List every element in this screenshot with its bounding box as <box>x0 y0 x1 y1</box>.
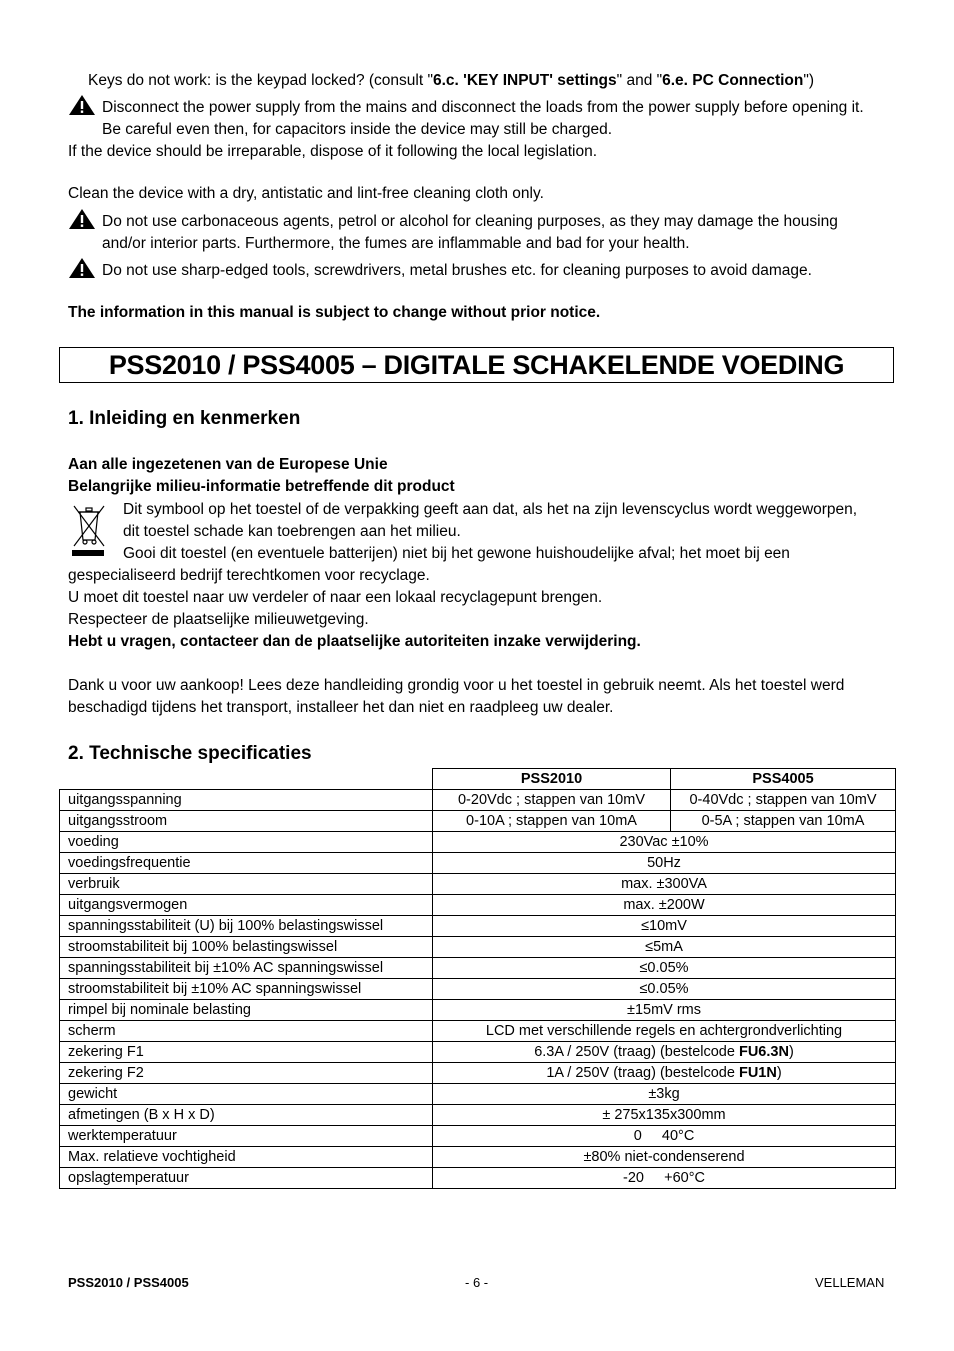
spec-value: -20 +60°C <box>433 1168 896 1189</box>
spec-label: zekering F1 <box>60 1042 433 1063</box>
spec-label: uitgangsspanning <box>60 790 433 811</box>
keys-suffix: ") <box>803 72 815 89</box>
spec-label: gewicht <box>60 1084 433 1105</box>
footer-brand: VELLEMAN <box>815 1275 885 1290</box>
spec-value: ≤0.05% <box>433 958 896 979</box>
spec-value: ±3kg <box>433 1084 896 1105</box>
table-row <box>60 1168 896 1189</box>
dank-line-1: Dank u voor uw aankoop! Lees deze handleiding grondig voor u het toestel in gebruik neemt. Als het toestel werd <box>68 677 845 694</box>
keys-mid: " and " <box>616 72 663 89</box>
table-row <box>60 874 896 895</box>
spec-value-close: ) <box>788 1044 794 1060</box>
respecteer-text: Respecteer de plaatselijke milieuwetgeving. <box>68 611 369 628</box>
keys-note <box>88 71 814 91</box>
footer-page-number: - 6 - <box>465 1275 489 1290</box>
table-row <box>60 1063 896 1084</box>
clean-text: Clean the device with a dry, antistatic and lint-free cleaning cloth only. <box>68 185 544 202</box>
spec-value: ± 275x135x300mm <box>433 1105 896 1126</box>
spec-value: 230Vac ±10% <box>433 832 896 853</box>
verdeler-text: U moet dit toestel naar uw verdeler of naar een lokaal recyclagepunt brengen. <box>68 589 603 606</box>
spec-table <box>59 768 896 1189</box>
spec-value: ≤10mV <box>433 916 896 937</box>
spec-label: opslagtemperatuur <box>60 1168 433 1189</box>
table-row <box>60 811 896 832</box>
spec-header-empty <box>60 769 433 790</box>
keys-prefix: Keys do not work: is the keypad locked? (consult " <box>88 72 433 89</box>
spec-value-pss4005: 0-5A ; stappen van 10mA <box>671 811 896 832</box>
spec-value-close: ) <box>776 1065 782 1081</box>
spec-label: voedingsfrequentie <box>60 853 433 874</box>
section-1-heading: 1. Inleiding en kenmerken <box>68 408 301 429</box>
no-carbon-line-2: and/or interior parts. Furthermore, the fumes are inflammable and bad for your health. <box>102 235 690 252</box>
page-title: PSS2010 / PSS4005 – DIGITALE SCHAKELENDE VOEDING <box>59 347 894 383</box>
no-sharp-text: Do not use sharp-edged tools, screwdrivers, metal brushes etc. for cleaning purposes to avoid damage. <box>102 262 812 279</box>
spec-label: uitgangsstroom <box>60 811 433 832</box>
irreparable-text: If the device should be irreparable, dispose of it following the local legislation. <box>68 143 598 160</box>
spec-value <box>433 1063 896 1084</box>
spec-value: max. ±200W <box>433 895 896 916</box>
table-row <box>60 916 896 937</box>
spec-value <box>433 1042 896 1063</box>
spec-label: voeding <box>60 832 433 853</box>
spec-value: ≤5mA <box>433 937 896 958</box>
order-code: FU1N <box>738 1065 777 1081</box>
section-2-heading: 2. Technische specificaties <box>68 743 312 764</box>
table-row <box>60 1126 896 1147</box>
spec-label: scherm <box>60 1021 433 1042</box>
gooi-line-2: gespecialiseerd bedrijf terechtkomen voor recyclage. <box>68 567 430 584</box>
spec-value-pss4005: 0-40Vdc ; stappen van 10mV <box>671 790 896 811</box>
eu-line-2: Belangrijke milieu-informatie betreffende dit product <box>68 478 455 495</box>
spec-col-pss4005: PSS4005 <box>671 769 896 790</box>
spec-label: spanningsstabiliteit bij ±10% AC spanningswissel <box>60 958 433 979</box>
warning-icon <box>68 94 96 116</box>
spec-label: verbruik <box>60 874 433 895</box>
table-row <box>60 1042 896 1063</box>
spec-header-row <box>60 769 896 790</box>
table-row <box>60 790 896 811</box>
table-row <box>60 1105 896 1126</box>
symbol-line-2: dit toestel schade kan toebrengen aan het milieu. <box>123 523 461 540</box>
table-row <box>60 832 896 853</box>
gooi-line-1: Gooi dit toestel (en eventuele batterijen) niet bij het gewone huishoudelijke afval; het moet bij een <box>123 545 790 562</box>
spec-value-text: 6.3A / 250V (traag) (bestelcode <box>534 1044 739 1060</box>
spec-col-pss2010: PSS2010 <box>433 769 671 790</box>
eu-line-1: Aan alle ingezetenen van de Europese Unie <box>68 456 388 473</box>
spec-label: uitgangsvermogen <box>60 895 433 916</box>
spec-value: ±15mV rms <box>433 1000 896 1021</box>
keys-ref-pc-connection: 6.e. PC Connection <box>662 72 804 89</box>
table-row <box>60 895 896 916</box>
vragen-text: Hebt u vragen, contacteer dan de plaatselijke autoriteiten inzake verwijdering. <box>68 633 641 650</box>
spec-label: Max. relatieve vochtigheid <box>60 1147 433 1168</box>
order-code: FU6.3N <box>738 1044 789 1060</box>
spec-value: ≤0.05% <box>433 979 896 1000</box>
notice-text: The information in this manual is subject to change without prior notice. <box>68 304 601 321</box>
spec-label: rimpel bij nominale belasting <box>60 1000 433 1021</box>
spec-value-pss2010: 0-10A ; stappen van 10mA <box>433 811 671 832</box>
weee-bin-icon <box>68 500 110 560</box>
no-carbon-line-1: Do not use carbonaceous agents, petrol or alcohol for cleaning purposes, as they may damage the housing <box>102 213 838 230</box>
spec-value-pss2010: 0-20Vdc ; stappen van 10mV <box>433 790 671 811</box>
spec-value: max. ±300VA <box>433 874 896 895</box>
table-row <box>60 1000 896 1021</box>
table-row <box>60 1021 896 1042</box>
spec-label: spanningsstabiliteit (U) bij 100% belastingswissel <box>60 916 433 937</box>
table-row <box>60 1147 896 1168</box>
spec-value: ±80% niet-condenserend <box>433 1147 896 1168</box>
disconnect-line-2: Be careful even then, for capacitors inside the device may still be charged. <box>102 121 613 138</box>
spec-value-text: 1A / 250V (traag) (bestelcode <box>546 1065 739 1081</box>
table-row <box>60 1084 896 1105</box>
spec-label: zekering F2 <box>60 1063 433 1084</box>
table-row <box>60 958 896 979</box>
warning-icon <box>68 208 96 230</box>
warning-icon <box>68 257 96 279</box>
table-row <box>60 979 896 1000</box>
dank-line-2: beschadigd tijdens het transport, installeer het dan niet en raadpleeg uw dealer. <box>68 699 614 716</box>
spec-label: stroomstabiliteit bij ±10% AC spanningswissel <box>60 979 433 1000</box>
footer-model: PSS2010 / PSS4005 <box>68 1275 189 1290</box>
spec-label: werktemperatuur <box>60 1126 433 1147</box>
disconnect-line-1: Disconnect the power supply from the mains and disconnect the loads from the power supply before opening it. <box>102 99 864 116</box>
spec-value: 50Hz <box>433 853 896 874</box>
spec-value: 0 40°C <box>433 1126 896 1147</box>
spec-label: afmetingen (B x H x D) <box>60 1105 433 1126</box>
table-row <box>60 937 896 958</box>
table-row <box>60 853 896 874</box>
spec-label: stroomstabiliteit bij 100% belastingswissel <box>60 937 433 958</box>
spec-value: LCD met verschillende regels en achtergrondverlichting <box>433 1021 896 1042</box>
symbol-line-1: Dit symbool op het toestel of de verpakking geeft aan dat, als het na zijn levenscyclus wordt weggeworpen, <box>123 501 858 518</box>
keys-ref-key-input: 6.c. 'KEY INPUT' settings <box>432 72 617 89</box>
